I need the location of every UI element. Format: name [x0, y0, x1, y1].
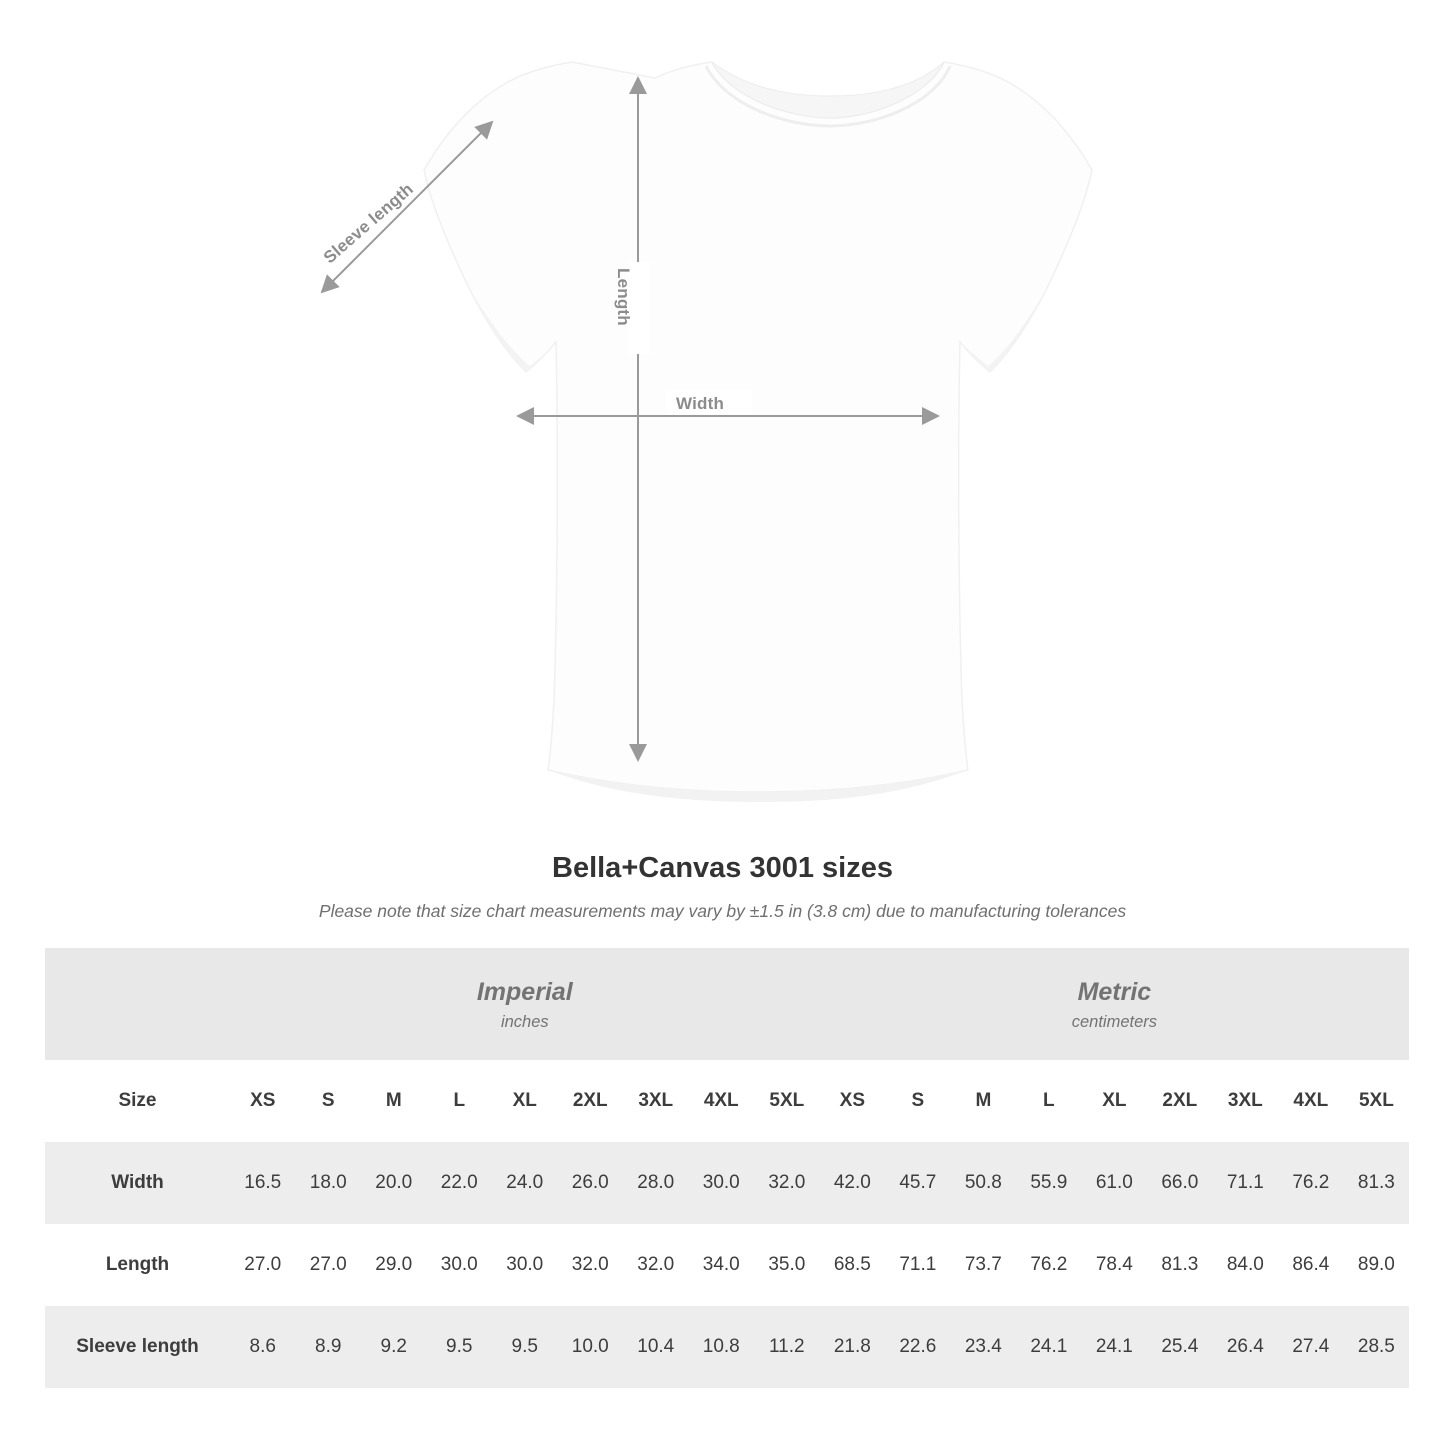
- table-cell: 18.0: [296, 1142, 362, 1224]
- unit-group-imperial-unit: inches: [500, 1012, 549, 1031]
- size-header-cell: 2XL: [1147, 1060, 1213, 1142]
- width-dimension-label: Width: [676, 394, 725, 413]
- table-cell: 66.0: [1147, 1142, 1213, 1224]
- table-cell: 73.7: [951, 1224, 1017, 1306]
- table-cell: 34.0: [689, 1224, 755, 1306]
- table-cell: 27.0: [230, 1224, 296, 1306]
- table-cell: 28.5: [1344, 1306, 1410, 1388]
- table-cell: 10.8: [689, 1306, 755, 1388]
- row-header-width: Width: [45, 1142, 230, 1224]
- table-cell: 29.0: [361, 1224, 427, 1306]
- table-cell: 26.4: [1213, 1306, 1279, 1388]
- size-header-cell: L: [427, 1060, 493, 1142]
- table-row: [45, 1142, 1409, 1224]
- table-cell: 21.8: [820, 1306, 886, 1388]
- sleeve-length-dimension-label: Sleeve length: [319, 179, 418, 268]
- table-cell: 20.0: [361, 1142, 427, 1224]
- page-title: Bella+Canvas 3001 sizes: [552, 852, 893, 884]
- table-cell: 9.5: [427, 1306, 493, 1388]
- table-cell: 86.4: [1278, 1224, 1344, 1306]
- size-header-cell: XL: [1082, 1060, 1148, 1142]
- table-cell: 8.9: [296, 1306, 362, 1388]
- table-cell: 28.0: [623, 1142, 689, 1224]
- table-cell: 27.4: [1278, 1306, 1344, 1388]
- size-header-cell: XS: [820, 1060, 886, 1142]
- table-cell: 30.0: [427, 1224, 493, 1306]
- unit-group-imperial: [230, 948, 820, 1060]
- table-cell: 81.3: [1344, 1142, 1410, 1224]
- table-cell: 55.9: [1016, 1142, 1082, 1224]
- table-cell: 9.2: [361, 1306, 427, 1388]
- size-header-cell: S: [296, 1060, 362, 1142]
- size-chart-table: [45, 948, 1409, 1388]
- table-cell: 89.0: [1344, 1224, 1410, 1306]
- size-chart-heading: [0, 830, 1445, 922]
- size-header-cell: M: [951, 1060, 1017, 1142]
- row-header-size: Size: [45, 1060, 230, 1142]
- table-cell: 24.1: [1082, 1306, 1148, 1388]
- table-cell: 71.1: [885, 1224, 951, 1306]
- table-cell: 23.4: [951, 1306, 1017, 1388]
- table-cell: 9.5: [492, 1306, 558, 1388]
- unit-group-metric-name: Metric: [1077, 977, 1152, 1006]
- table-cell: 76.2: [1278, 1142, 1344, 1224]
- table-cell: 22.0: [427, 1142, 493, 1224]
- table-cell: 22.6: [885, 1306, 951, 1388]
- size-header-cell: 2XL: [558, 1060, 624, 1142]
- unit-header-spacer: [45, 948, 230, 1060]
- unit-group-imperial-name: Imperial: [476, 977, 573, 1006]
- table-cell: 26.0: [558, 1142, 624, 1224]
- unit-header-row: [45, 948, 1409, 1060]
- table-cell: 25.4: [1147, 1306, 1213, 1388]
- row-header-sleeve-length: Sleeve length: [45, 1306, 230, 1388]
- size-header-cell: XL: [492, 1060, 558, 1142]
- size-header-cell: 3XL: [1213, 1060, 1279, 1142]
- length-dimension-label: Length: [614, 268, 633, 326]
- table-cell: 71.1: [1213, 1142, 1279, 1224]
- table-cell: 11.2: [754, 1306, 820, 1388]
- table-cell: 30.0: [492, 1224, 558, 1306]
- table-row: [45, 1306, 1409, 1388]
- table-cell: 78.4: [1082, 1224, 1148, 1306]
- table-row: [45, 1224, 1409, 1306]
- table-cell: 24.1: [1016, 1306, 1082, 1388]
- table-cell: 24.0: [492, 1142, 558, 1224]
- table-cell: 16.5: [230, 1142, 296, 1224]
- size-header-cell: XS: [230, 1060, 296, 1142]
- unit-group-metric-unit: centimeters: [1071, 1012, 1158, 1031]
- table-cell: 8.6: [230, 1306, 296, 1388]
- table-cell: 32.0: [558, 1224, 624, 1306]
- table-cell: 30.0: [689, 1142, 755, 1224]
- table-cell: 61.0: [1082, 1142, 1148, 1224]
- table-cell: 76.2: [1016, 1224, 1082, 1306]
- table-cell: 81.3: [1147, 1224, 1213, 1306]
- size-header-cell: 4XL: [689, 1060, 755, 1142]
- table-cell: 32.0: [754, 1142, 820, 1224]
- row-header-length: Length: [45, 1224, 230, 1306]
- table-cell: 68.5: [820, 1224, 886, 1306]
- table-cell: 35.0: [754, 1224, 820, 1306]
- table-cell: 10.0: [558, 1306, 624, 1388]
- size-header-cell: 3XL: [623, 1060, 689, 1142]
- table-cell: 42.0: [820, 1142, 886, 1224]
- table-cell: 32.0: [623, 1224, 689, 1306]
- table-cell: 84.0: [1213, 1224, 1279, 1306]
- size-header-cell: 5XL: [754, 1060, 820, 1142]
- size-header-cell: L: [1016, 1060, 1082, 1142]
- size-header-cell: 5XL: [1344, 1060, 1410, 1142]
- size-header-cell: 4XL: [1278, 1060, 1344, 1142]
- size-header-cell: M: [361, 1060, 427, 1142]
- size-header-cell: S: [885, 1060, 951, 1142]
- table-cell: 27.0: [296, 1224, 362, 1306]
- size-table-container: [45, 948, 1400, 1388]
- unit-group-metric: [820, 948, 1410, 1060]
- table-cell: 50.8: [951, 1142, 1017, 1224]
- table-cell: 45.7: [885, 1142, 951, 1224]
- table-cell: 10.4: [623, 1306, 689, 1388]
- tolerance-note: Please note that size chart measurements may vary by ±1.5 in (3.8 cm) due to manufacturing tolerances: [318, 901, 1127, 921]
- size-header-row: [45, 1060, 1409, 1142]
